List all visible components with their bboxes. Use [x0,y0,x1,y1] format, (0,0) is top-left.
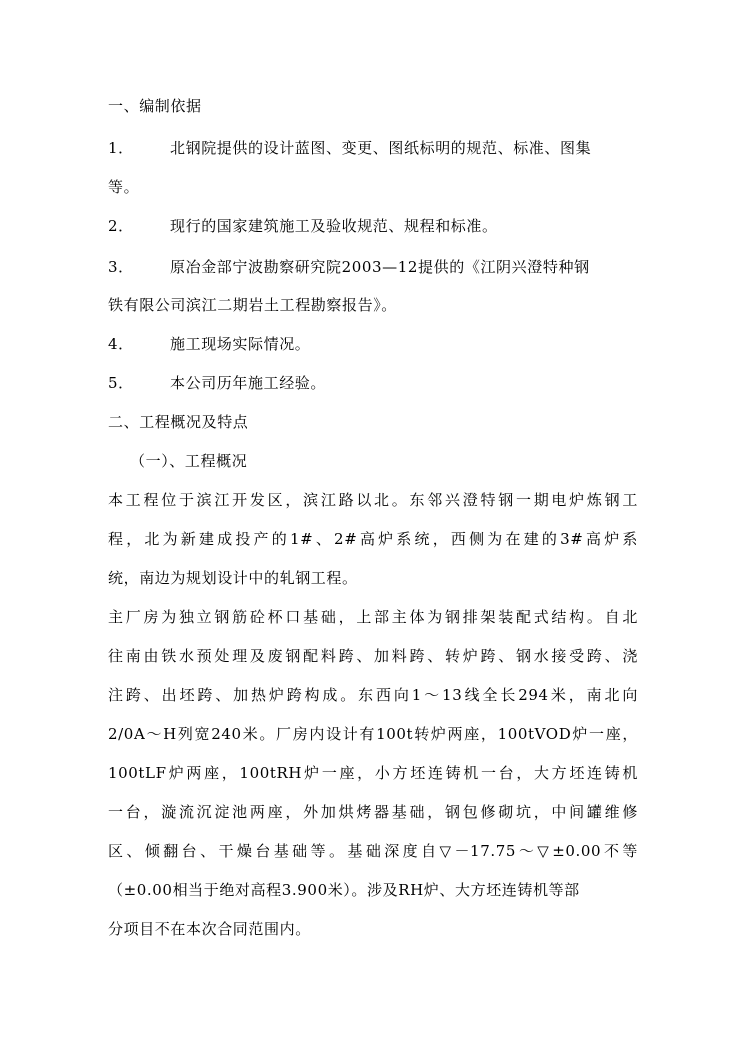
item-text: 施工现场实际情况。 [170,335,311,353]
overview-para1-line: 统，南边为规划设计中的轧钢工程。 [108,569,358,587]
item-text: 现行的国家建筑施工及验收规范、规程和标准。 [170,217,498,235]
item-text: 北钢院提供的设计蓝图、变更、图纸标明的规范、标准、图集 [170,139,592,157]
basis-item-1 [108,138,638,158]
overview-para2-line: 往南由铁水预处理及废钢配料跨、加料跨、转炉跨、钢水接受跨、浇 [108,647,638,665]
basis-item-3 [108,257,638,277]
basis-item-5 [108,373,638,393]
item-number: 1． [108,139,134,157]
item-text: 原冶金部宁波勘察研究院2003—12提供的《江阴兴澄特种钢 [170,258,590,276]
item-text: 本公司历年施工经验。 [170,374,327,392]
basis-item-3-continuation: 铁有限公司滨江二期岩土工程勘察报告》。 [108,296,397,314]
overview-para1-line: 本工程位于滨江开发区，滨江路以北。东邻兴澄特钢一期电炉炼钢工 [108,491,638,509]
overview-para2-line: 分项目不在本次合同范围内。 [108,920,311,938]
overview-para2-line: （±0.00相当于绝对高程3.900米）。涉及RH炉、大方坯连铸机等部 [108,881,580,899]
basis-item-4 [108,334,638,354]
section-heading-overview: 二、工程概况及特点 [108,413,249,431]
basis-item-1-continuation: 等。 [108,178,140,196]
overview-para1-line: 程，北为新建成投产的1#、2#高炉系统，西侧为在建的3#高炉系 [108,530,638,548]
item-number: 2． [108,217,134,235]
item-number: 4． [108,335,134,353]
overview-para2-line: 一台，漩流沉淀池两座，外加烘烤器基础，钢包修砌坑，中间罐维修 [108,803,638,821]
item-number: 3． [108,258,134,276]
item-number: 5． [108,374,134,392]
overview-para2-line: 注跨、出坯跨、加热炉跨构成。东西向1～13线全长294米，南北向 [108,686,638,704]
overview-para2-line: 100tLF炉两座，100tRH炉一座，小方坯连铸机一台，大方坯连铸机 [108,764,638,782]
overview-para2-line: 主厂房为独立钢筋砼杯口基础，上部主体为钢排架装配式结构。自北 [108,608,638,626]
basis-item-2 [108,216,638,236]
overview-para2-line: 2/0A～H列宽240米。厂房内设计有100t转炉两座，100tVOD炉一座， [108,725,638,743]
section-heading-basis: 一、编制依据 [108,97,202,115]
subsection-heading: （一）、工程概况 [130,452,248,470]
overview-para2-line: 区、倾翻台、干燥台基础等。基础深度自▽－17.75～▽±0.00不等 [108,842,638,860]
